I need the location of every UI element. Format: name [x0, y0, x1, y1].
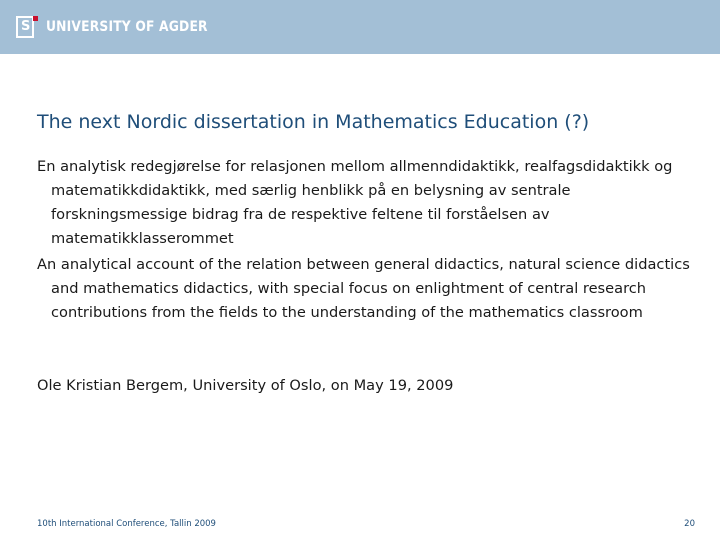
- paragraph-norwegian: En analytisk redegjørelse for relasjonen mellom allmenndidaktikk, realfagsdidaktikk og matematikkdidaktikk, med særlig henblikk på en belysning av sentrale forskningsmessige bidrag fra de respektive feltene til forståelsen av matematikklasserommet: [37, 158, 673, 247]
- university-logo: [16, 16, 230, 38]
- footer-conference: 10th International Conference, Tallin 2009: [37, 519, 216, 529]
- slide-title: The next Nordic dissertation in Mathematics Education (?): [37, 111, 590, 133]
- author-line: Ole Kristian Bergem, University of Oslo, on May 19, 2009: [37, 377, 454, 394]
- paragraph-english: An analytical account of the relation between general didactics, natural science didactics and mathematics didactics, with special focus on enlightment of central research contributions from the fields to the understanding of the mathematics classroom: [37, 256, 690, 321]
- page-number: 20: [684, 519, 695, 529]
- header-bar: [0, 0, 720, 54]
- university-name: UNIVERSITY OF AGDER: [46, 19, 208, 35]
- university-of-agder-logo-icon: S: [16, 16, 34, 38]
